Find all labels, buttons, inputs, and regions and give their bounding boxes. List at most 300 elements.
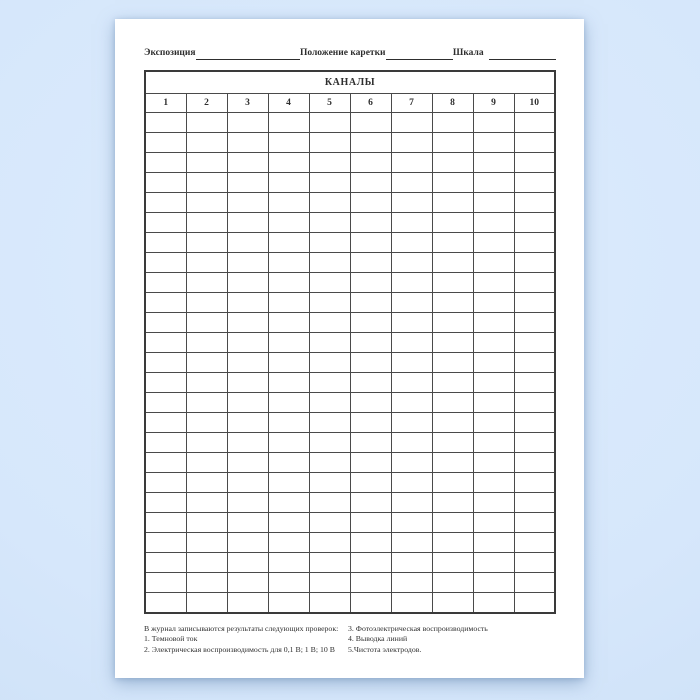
empty-cell: [309, 533, 350, 553]
empty-cell: [391, 133, 432, 153]
empty-cell: [268, 293, 309, 313]
table-row: [145, 233, 555, 253]
empty-cell: [227, 193, 268, 213]
empty-cell: [268, 133, 309, 153]
empty-cell: [432, 513, 473, 533]
empty-cell: [473, 253, 514, 273]
empty-cell: [145, 513, 186, 533]
empty-cell: [145, 453, 186, 473]
empty-cell: [514, 573, 555, 593]
empty-cell: [391, 253, 432, 273]
empty-cell: [391, 153, 432, 173]
empty-cell: [514, 473, 555, 493]
empty-cell: [350, 233, 391, 253]
empty-cell: [473, 153, 514, 173]
empty-cell: [473, 533, 514, 553]
empty-cell: [473, 433, 514, 453]
empty-cell: [514, 193, 555, 213]
table-row: [145, 133, 555, 153]
empty-cell: [268, 473, 309, 493]
note-item: 4. Выводка линий: [348, 634, 408, 644]
table-row: [145, 313, 555, 333]
document-page: [115, 19, 584, 678]
empty-cell: [268, 153, 309, 173]
empty-cell: [350, 173, 391, 193]
empty-cell: [227, 533, 268, 553]
empty-cell: [186, 293, 227, 313]
empty-cell: [350, 153, 391, 173]
empty-cell: [350, 393, 391, 413]
empty-cell: [432, 233, 473, 253]
table-row: [145, 413, 555, 433]
empty-cell: [309, 273, 350, 293]
empty-cell: [309, 453, 350, 473]
empty-cell: [227, 413, 268, 433]
empty-cell: [268, 313, 309, 333]
empty-cell: [473, 273, 514, 293]
empty-cell: [350, 213, 391, 233]
empty-cell: [186, 333, 227, 353]
note-item: 5.Чистота электродов.: [348, 644, 422, 654]
empty-cell: [473, 113, 514, 133]
empty-cell: [514, 513, 555, 533]
empty-cell: [514, 533, 555, 553]
column-header-7: 7: [391, 94, 432, 113]
empty-cell: [391, 353, 432, 373]
table-row: [145, 513, 555, 533]
empty-cell: [227, 433, 268, 453]
empty-cell: [268, 213, 309, 233]
empty-cell: [227, 313, 268, 333]
empty-cell: [473, 573, 514, 593]
empty-cell: [514, 393, 555, 413]
empty-cell: [350, 473, 391, 493]
empty-cell: [227, 213, 268, 233]
empty-cell: [350, 193, 391, 213]
empty-cell: [350, 493, 391, 513]
empty-cell: [514, 493, 555, 513]
empty-cell: [473, 493, 514, 513]
empty-cell: [186, 273, 227, 293]
empty-cell: [309, 113, 350, 133]
empty-cell: [186, 453, 227, 473]
empty-cell: [227, 453, 268, 473]
empty-cell: [227, 593, 268, 614]
table-row: [145, 553, 555, 573]
empty-cell: [514, 333, 555, 353]
empty-cell: [268, 453, 309, 473]
empty-cell: [186, 213, 227, 233]
empty-cell: [268, 113, 309, 133]
column-header-6: 6: [350, 94, 391, 113]
empty-cell: [432, 193, 473, 213]
empty-cell: [473, 193, 514, 213]
column-header-2: 2: [186, 94, 227, 113]
empty-cell: [186, 493, 227, 513]
empty-cell: [391, 593, 432, 614]
empty-cell: [145, 333, 186, 353]
empty-cell: [514, 373, 555, 393]
empty-cell: [350, 113, 391, 133]
table-row: [145, 273, 555, 293]
empty-cell: [432, 173, 473, 193]
empty-cell: [309, 473, 350, 493]
empty-cell: [514, 253, 555, 273]
empty-cell: [309, 593, 350, 614]
table-row: [145, 453, 555, 473]
empty-cell: [186, 413, 227, 433]
empty-cell: [309, 513, 350, 533]
empty-cell: [227, 333, 268, 353]
empty-cell: [514, 593, 555, 614]
empty-cell: [350, 573, 391, 593]
empty-cell: [186, 553, 227, 573]
empty-cell: [309, 553, 350, 573]
empty-cell: [145, 573, 186, 593]
empty-cell: [391, 433, 432, 453]
empty-cell: [350, 273, 391, 293]
empty-cell: [186, 173, 227, 193]
empty-cell: [473, 453, 514, 473]
empty-cell: [145, 153, 186, 173]
empty-cell: [350, 133, 391, 153]
empty-cell: [514, 313, 555, 333]
empty-cell: [473, 313, 514, 333]
empty-cell: [350, 373, 391, 393]
field-label-carriage-position: Положение каретки: [299, 48, 386, 58]
empty-cell: [350, 353, 391, 373]
empty-cell: [432, 553, 473, 573]
table-row: [145, 293, 555, 313]
empty-cell: [186, 473, 227, 493]
column-header-8: 8: [432, 94, 473, 113]
empty-cell: [227, 253, 268, 273]
column-header-4: 4: [268, 94, 309, 113]
empty-cell: [473, 233, 514, 253]
empty-cell: [186, 313, 227, 333]
empty-cell: [145, 213, 186, 233]
empty-cell: [473, 393, 514, 413]
empty-cell: [227, 113, 268, 133]
empty-cell: [186, 233, 227, 253]
empty-cell: [432, 373, 473, 393]
empty-cell: [227, 133, 268, 153]
empty-cell: [145, 353, 186, 373]
empty-cell: [514, 353, 555, 373]
empty-cell: [227, 493, 268, 513]
empty-cell: [268, 553, 309, 573]
empty-cell: [227, 293, 268, 313]
empty-cell: [473, 593, 514, 614]
empty-cell: [145, 133, 186, 153]
empty-cell: [268, 253, 309, 273]
empty-cell: [309, 213, 350, 233]
empty-cell: [391, 273, 432, 293]
note-item: 1. Темновой ток: [144, 634, 198, 644]
empty-cell: [432, 313, 473, 333]
empty-cell: [514, 113, 555, 133]
empty-cell: [514, 213, 555, 233]
empty-cell: [309, 353, 350, 373]
table-row: [145, 533, 555, 553]
empty-cell: [432, 253, 473, 273]
empty-cell: [391, 373, 432, 393]
column-header-10: 10: [514, 94, 555, 113]
empty-cell: [432, 573, 473, 593]
table-row: [145, 353, 555, 373]
table-row: [145, 253, 555, 273]
empty-cell: [186, 533, 227, 553]
empty-cell: [227, 513, 268, 533]
empty-cell: [268, 433, 309, 453]
empty-cell: [514, 433, 555, 453]
table-row: [145, 393, 555, 413]
empty-cell: [186, 193, 227, 213]
empty-cell: [186, 433, 227, 453]
empty-cell: [350, 433, 391, 453]
empty-cell: [473, 213, 514, 233]
empty-cell: [514, 133, 555, 153]
notes-left-column: [144, 624, 348, 655]
empty-cell: [432, 213, 473, 233]
table-row: [145, 213, 555, 233]
empty-cell: [309, 313, 350, 333]
empty-cell: [227, 173, 268, 193]
empty-cell: [473, 133, 514, 153]
empty-cell: [350, 293, 391, 313]
empty-cell: [391, 493, 432, 513]
empty-cell: [391, 473, 432, 493]
empty-cell: [473, 293, 514, 313]
column-header-5: 5: [309, 94, 350, 113]
empty-cell: [268, 533, 309, 553]
empty-cell: [145, 253, 186, 273]
empty-cell: [391, 413, 432, 433]
empty-cell: [432, 293, 473, 313]
empty-cell: [473, 473, 514, 493]
empty-cell: [432, 413, 473, 433]
empty-cell: [145, 313, 186, 333]
empty-cell: [391, 193, 432, 213]
field-label-scale: Шкала: [452, 48, 484, 58]
empty-cell: [145, 553, 186, 573]
empty-cell: [309, 293, 350, 313]
empty-cell: [391, 213, 432, 233]
empty-cell: [391, 393, 432, 413]
table-row: [145, 193, 555, 213]
empty-cell: [309, 333, 350, 353]
empty-cell: [350, 453, 391, 473]
empty-cell: [186, 393, 227, 413]
empty-cell: [514, 453, 555, 473]
empty-cell: [432, 493, 473, 513]
empty-cell: [268, 513, 309, 533]
column-header-9: 9: [473, 94, 514, 113]
empty-cell: [186, 593, 227, 614]
empty-cell: [145, 473, 186, 493]
empty-cell: [432, 273, 473, 293]
empty-cell: [350, 593, 391, 614]
empty-cell: [145, 493, 186, 513]
empty-cell: [514, 413, 555, 433]
empty-cell: [268, 353, 309, 373]
empty-cell: [145, 393, 186, 413]
empty-cell: [145, 413, 186, 433]
empty-cell: [350, 313, 391, 333]
empty-cell: [186, 353, 227, 373]
channels-table: [144, 70, 556, 614]
empty-cell: [350, 513, 391, 533]
empty-cell: [268, 273, 309, 293]
empty-cell: [391, 313, 432, 333]
empty-cell: [268, 373, 309, 393]
empty-cell: [391, 233, 432, 253]
column-numbers-row: [145, 94, 555, 113]
empty-cell: [391, 533, 432, 553]
footer-notes: [144, 624, 570, 655]
empty-cell: [473, 353, 514, 373]
empty-cell: [473, 373, 514, 393]
empty-cell: [391, 513, 432, 533]
empty-cell: [268, 233, 309, 253]
empty-cell: [432, 473, 473, 493]
empty-cell: [432, 453, 473, 473]
empty-cell: [227, 153, 268, 173]
field-label-exposure: Экспозиция: [144, 48, 196, 58]
empty-cell: [186, 133, 227, 153]
empty-cell: [309, 573, 350, 593]
empty-cell: [473, 413, 514, 433]
empty-cell: [473, 513, 514, 533]
empty-cell: [309, 193, 350, 213]
empty-cell: [145, 173, 186, 193]
empty-cell: [350, 253, 391, 273]
empty-cell: [473, 333, 514, 353]
notes-intro: В журнал записываются результаты следующих проверок:: [144, 624, 339, 633]
table-row: [145, 433, 555, 453]
empty-cell: [391, 113, 432, 133]
empty-cell: [145, 293, 186, 313]
empty-cell: [350, 553, 391, 573]
field-blank-scale: [489, 48, 556, 60]
empty-cell: [227, 573, 268, 593]
empty-cell: [309, 133, 350, 153]
empty-cell: [309, 153, 350, 173]
empty-cell: [145, 373, 186, 393]
empty-cell: [268, 493, 309, 513]
empty-cell: [186, 113, 227, 133]
empty-cell: [432, 433, 473, 453]
header-fields: [144, 47, 556, 60]
empty-cell: [514, 233, 555, 253]
empty-cell: [145, 433, 186, 453]
empty-cell: [145, 273, 186, 293]
empty-cell: [227, 553, 268, 573]
empty-cell: [309, 413, 350, 433]
empty-cell: [145, 593, 186, 614]
empty-cell: [268, 393, 309, 413]
empty-cell: [227, 353, 268, 373]
table-row: [145, 373, 555, 393]
empty-cell: [473, 173, 514, 193]
empty-cell: [391, 573, 432, 593]
table-row: [145, 573, 555, 593]
empty-cell: [268, 573, 309, 593]
empty-cell: [186, 153, 227, 173]
empty-cell: [145, 233, 186, 253]
empty-cell: [350, 533, 391, 553]
empty-cell: [145, 193, 186, 213]
empty-cell: [309, 493, 350, 513]
empty-cell: [309, 253, 350, 273]
empty-cell: [186, 253, 227, 273]
empty-cell: [514, 173, 555, 193]
empty-cell: [186, 373, 227, 393]
empty-cell: [514, 153, 555, 173]
column-header-3: 3: [227, 94, 268, 113]
table-row: [145, 593, 555, 614]
table-row: [145, 113, 555, 133]
empty-cell: [391, 553, 432, 573]
table-title-row: [145, 71, 555, 94]
notes-right-column: [348, 624, 570, 655]
empty-cell: [391, 173, 432, 193]
field-blank-exposure: [196, 48, 300, 60]
empty-cell: [432, 353, 473, 373]
empty-cell: [186, 573, 227, 593]
empty-cell: [391, 333, 432, 353]
empty-cell: [186, 513, 227, 533]
empty-cell: [350, 413, 391, 433]
empty-cell: [309, 433, 350, 453]
empty-cell: [268, 593, 309, 614]
empty-cell: [309, 233, 350, 253]
empty-cell: [432, 133, 473, 153]
empty-cell: [309, 393, 350, 413]
note-item: 3. Фотоэлектрическая воспроизводимость: [348, 624, 488, 633]
empty-cell: [227, 233, 268, 253]
empty-cell: [432, 333, 473, 353]
empty-cell: [309, 173, 350, 193]
empty-cell: [432, 533, 473, 553]
table-row: [145, 493, 555, 513]
field-blank-carriage-position: [386, 48, 453, 60]
table-row: [145, 473, 555, 493]
empty-cell: [268, 173, 309, 193]
table-row: [145, 333, 555, 353]
column-header-1: 1: [145, 94, 186, 113]
empty-cell: [227, 373, 268, 393]
note-item: 2. Электрическая воспроизводимость для 0,1 В; 1 В; 10 В: [144, 644, 335, 654]
empty-cell: [268, 193, 309, 213]
empty-cell: [227, 393, 268, 413]
empty-cell: [432, 153, 473, 173]
empty-cell: [514, 273, 555, 293]
empty-cell: [432, 393, 473, 413]
empty-cell: [227, 473, 268, 493]
empty-cell: [227, 273, 268, 293]
table-row: [145, 173, 555, 193]
empty-cell: [473, 553, 514, 573]
empty-cell: [514, 293, 555, 313]
empty-cell: [391, 453, 432, 473]
empty-cell: [145, 113, 186, 133]
table-row: [145, 153, 555, 173]
empty-cell: [268, 413, 309, 433]
empty-cell: [432, 113, 473, 133]
empty-cell: [145, 533, 186, 553]
empty-cell: [268, 333, 309, 353]
